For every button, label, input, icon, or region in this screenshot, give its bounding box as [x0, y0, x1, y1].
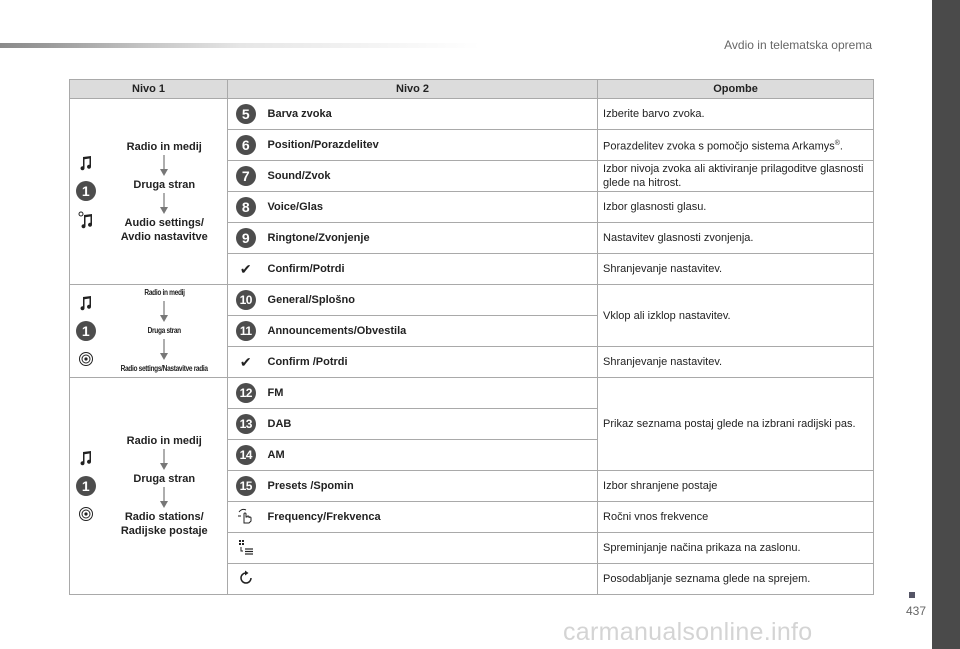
level1-radio-media: Radio in medij — [144, 288, 185, 297]
setting-note: Shranjevanje nastavitev. — [598, 347, 874, 378]
row-number — [228, 316, 264, 347]
setting-name: General/Splošno — [264, 285, 598, 316]
number-badge: 11 — [236, 321, 256, 341]
side-strip — [932, 0, 960, 649]
setting-note: Izberite barvo zvoka. — [598, 99, 874, 130]
number-badge: 8 — [236, 197, 256, 217]
row-number — [228, 285, 264, 316]
number-badge: 13 — [236, 414, 256, 434]
setting-note: Spreminjanje načina prikaza na zaslonu. — [598, 533, 874, 564]
hand-dial-icon — [237, 507, 255, 525]
setting-note-shared: Prikaz seznama postaj glede na izbrani radijski pas. — [598, 378, 874, 471]
list-view-icon — [237, 538, 255, 556]
group2-level1 — [102, 285, 228, 378]
checkmark-icon: ✔ — [239, 260, 252, 277]
row-number — [228, 564, 264, 595]
setting-name: FM — [264, 378, 598, 409]
number-badge: 14 — [236, 445, 256, 465]
section-title: Avdio in telematska oprema — [724, 38, 872, 52]
level1-audio-settings-sl: Avdio nastavitve — [120, 230, 208, 243]
number-badge: 15 — [236, 476, 256, 496]
level1-audio-settings: Audio settings/ — [124, 216, 204, 229]
checkmark-icon: ✔ — [239, 353, 252, 370]
row-number — [228, 471, 264, 502]
arrow-down-icon — [159, 301, 169, 323]
group3-icons — [70, 378, 102, 595]
level1-other-side: Druga stran — [147, 326, 181, 335]
registered-mark: ® — [834, 139, 840, 147]
number-badge: 7 — [236, 166, 256, 186]
table-row — [70, 285, 874, 316]
row-number — [228, 502, 264, 533]
table-row — [70, 378, 874, 409]
setting-name: AM — [264, 440, 598, 471]
setting-name: Announcements/Obvestila — [264, 316, 598, 347]
column-header-opombe: Opombe — [598, 80, 874, 99]
arrow-down-icon — [159, 155, 169, 177]
setting-name-empty — [264, 564, 598, 595]
level1-radio-stations-sl: Radijske postaje — [120, 525, 208, 537]
arrow-down-icon — [159, 487, 169, 509]
setting-name: Barva zvoka — [264, 99, 598, 130]
step-badge-1: 1 — [76, 476, 96, 496]
setting-note: Izbor shranjene postaje — [598, 471, 874, 502]
setting-name: Sound/Zvok — [264, 161, 598, 192]
number-badge: 12 — [236, 383, 256, 403]
row-number — [228, 440, 264, 471]
row-number — [228, 223, 264, 254]
group1-level1 — [102, 99, 228, 285]
radio-icon — [78, 506, 94, 522]
row-number — [228, 99, 264, 130]
table-header-row — [70, 80, 874, 99]
setting-note: Ročni vnos frekvence — [598, 502, 874, 533]
page-marker — [909, 592, 915, 598]
level1-other-side: Druga stran — [133, 178, 196, 191]
row-number — [228, 161, 264, 192]
setting-note: Izbor glasnosti glasu. — [598, 192, 874, 223]
setting-name: Confirm /Potrdi — [264, 347, 598, 378]
step-badge-1: 1 — [76, 181, 96, 201]
note-end: . — [839, 140, 843, 153]
level1-radio-media: Radio in medij — [126, 140, 202, 153]
table-row — [70, 99, 874, 130]
setting-note: Posodabljanje seznama glede na sprejem. — [598, 564, 874, 595]
setting-name: Position/Porazdelitev — [264, 130, 598, 161]
setting-name: Frequency/Frekvenca — [264, 502, 598, 533]
row-number — [228, 378, 264, 409]
setting-note — [598, 130, 874, 161]
column-header-nivo2: Nivo 2 — [228, 80, 598, 99]
settings-table — [69, 79, 874, 595]
number-badge: 5 — [236, 104, 256, 124]
number-badge: 6 — [236, 135, 256, 155]
level1-radio-stations: Radio stations/ — [124, 511, 204, 523]
row-number — [228, 533, 264, 564]
row-number — [228, 409, 264, 440]
setting-name: DAB — [264, 409, 598, 440]
row-number — [228, 192, 264, 223]
setting-note: Nastavitev glasnosti zvonjenja. — [598, 223, 874, 254]
arrow-down-icon — [159, 339, 169, 361]
step-badge-1: 1 — [76, 321, 96, 341]
watermark: carmanualsonline.info — [563, 618, 813, 646]
setting-note: Izbor nivoja zvoka ali aktiviranje prilagoditve glasnosti glede na hitrost. — [598, 161, 874, 192]
refresh-icon — [237, 569, 255, 587]
music-settings-icon — [78, 211, 94, 229]
row-number — [228, 347, 264, 378]
page-number: 437 — [905, 604, 926, 618]
arrow-down-icon — [159, 449, 169, 471]
number-badge: 10 — [236, 290, 256, 310]
header-gradient-bar — [0, 43, 480, 48]
row-number — [228, 254, 264, 285]
group3-level1 — [102, 378, 228, 595]
setting-name: Ringtone/Zvonjenje — [264, 223, 598, 254]
setting-name: Voice/Glas — [264, 192, 598, 223]
setting-name: Confirm/Potrdi — [264, 254, 598, 285]
note-text: Porazdelitev zvoka s pomočjo sistema Arkamys — [603, 140, 835, 153]
group1-icons — [70, 99, 102, 285]
number-badge: 9 — [236, 228, 256, 248]
row-number — [228, 130, 264, 161]
group2-icons — [70, 285, 102, 378]
music-note-icon — [79, 295, 93, 311]
music-note-icon — [79, 450, 93, 466]
level1-other-side: Druga stran — [133, 473, 196, 485]
arrow-down-icon — [159, 193, 169, 215]
column-header-nivo1: Nivo 1 — [70, 80, 228, 99]
level1-radio-settings: Radio settings/Nastavitve radia — [120, 364, 208, 373]
setting-name-empty — [264, 533, 598, 564]
level1-radio-media: Radio in medij — [126, 435, 202, 447]
setting-note-shared: Vklop ali izklop nastavitev. — [598, 285, 874, 347]
radio-settings-icon — [78, 351, 94, 367]
music-note-icon — [79, 155, 93, 171]
setting-name: Presets /Spomin — [264, 471, 598, 502]
setting-note: Shranjevanje nastavitev. — [598, 254, 874, 285]
